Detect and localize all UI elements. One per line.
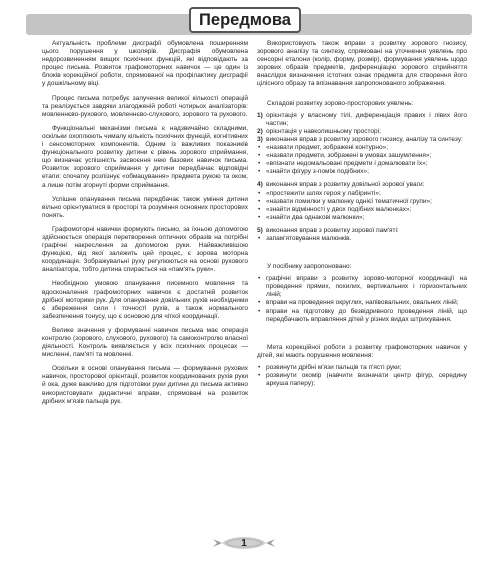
list-item: • «знайти фігуру з-поміж подібних»;: [257, 168, 467, 176]
paragraph: Успішне опанування письма передбачає також уміння дитини вільно орієнтуватися в просторі та розуміння основних просторових понять.: [42, 195, 248, 219]
section-1: [257, 112, 467, 128]
list-item: • «назвати предмети, зображені в умовах зашумлення»;: [257, 152, 467, 160]
paragraph: Функціональні механізми письма є надзвичайно складними, оскільки охоплюють чималу кількість психічних функцій, когнітивних і сенсомоторних компонентів. Одним із важливих показників функціонального розвитку дитини є рівень зорового сприймання, що визначає успішність засвоєння нею базових навичок письма. Розвиток зорового сприймання у дитини передбачає відповідні етапи: спочатку розпізнує «обмацування» предмета рукою та оком, а лише потім згорнуті форми сприймання.: [42, 124, 248, 189]
section-text: орієнтація у навколишньому просторі;: [266, 127, 381, 135]
list-item: • розвинути дрібні м'язи пальців та п'ясті руки;: [257, 364, 467, 372]
section-5: [257, 227, 467, 235]
goal-lead: Мета корекційної роботи з розвитку графомоторних навичок у дітей, які мають порушення мовлення:: [257, 343, 467, 359]
paragraph: Графомоторні навички формують письмо, за їхньою допомогою здійснюється операція перетворення оптичних образів на потрібні графічні накреслення за допомогою руки. Найважливішою функцією, від якої залежить цей процес, є зорова моторна координація. Зображувальні руху регулюються на основі рухового аналізатора, тобто дитина спирається на «пам'ять руки».: [42, 225, 248, 274]
left-column: [42, 40, 248, 412]
manual-list: [257, 275, 467, 324]
intro-paragraph: Використовують також вправи з розвитку зорового гнозису, зорового аналізу та синтезу, спрямовані на уточнення уявлень про сенсорні еталони (колір, форму, розмір), формування уявлень щодо зорових образів предметів, диференціацію зорового сприйняття внаслідок визначення істотних ознак предмета для створення його цілісного образу та впізнавання запропонованого зображення.: [257, 40, 467, 88]
section-5-list: [257, 235, 467, 243]
page-number: 1: [241, 537, 247, 549]
section-text: виконання вправ з розвитку довільної зорової уваги:: [266, 181, 425, 189]
list-item: • розвинути окомір (навчити визначати центр фігур, середину аркуша паперу);: [257, 372, 467, 388]
sections-lead: Складові розвитку зорово-просторових уявлень:: [267, 99, 414, 107]
list-item: • «впізнати недомальовані предмети і домалювати їх»;: [257, 160, 467, 168]
paragraph: Велике значення у формуванні навичок письма має операція контролю (зорового, слухового, рухового) та самоконтролю власної діяльності. Контроль виявляється у всіх психічних процесах — мисленні, пам'яті та мовленні.: [42, 326, 248, 359]
section-number: 4): [257, 181, 263, 189]
list-item: • «знайти два однакові малюнки»;: [257, 214, 467, 222]
paragraph: Оскільки в основі опанування письма — формування рухових навичок, просторової орієнтації, розвиток координованих рухів руки й ока, дуже важливо для підготовки руки дитини до письма активно використовувати дидактичні вправи, спрямовані на розвиток дрібних м'язів пальців рук.: [42, 365, 248, 405]
section-text: виконання вправ з розвитку зорового гнозису, аналізу та синтезу:: [266, 135, 463, 143]
paragraph: Необхідною умовою опанування писемного мовлення та вдосконалення графомоторних навичок є достатній розвиток дрібної моторики рук. Для опанування довільних рухів необхідними є збереження сили і точності рухів, а також нормального забезпечення тонусу, що є основою для чіткої координації.: [42, 280, 248, 320]
section-number: 3): [257, 135, 263, 143]
list-item: • вправи на проведення округлих, напівовальних, овальних ліній;: [257, 299, 467, 307]
right-column: [257, 40, 467, 392]
section-number: 2): [257, 127, 263, 135]
goal-list: [257, 364, 467, 388]
paragraph: Актуальність проблеми дисграфії обумовлена поширенням цього порушення у школярів. Дисграфія обумовлена недорозвиненням вищих психічних функцій, які відповідають за процес письма. Розвиток графомоторних навичок — це один із блоків корекційної роботи, спрямованої на профілактику дисграфії у дошкільному віці.: [42, 40, 248, 88]
list-item: • «назвати предмет, зображені контурно»;: [257, 144, 467, 152]
manual-lead: У посібнику запропоновано:: [267, 263, 352, 271]
paragraph: Процес письма потребує залучення великої кількості операцій та реалізується завдяки злагодженій роботі чотирьох аналізаторів: мовленнєво-рухового, мовленнєво-слухового, зорового та рухового.: [42, 94, 248, 118]
list-item: • «простежити шлях героя у лабіринті»;: [257, 190, 467, 198]
section-text: орієнтація у власному тілі, диференціація правих і лівих його частин;: [266, 111, 467, 127]
section-4: [257, 181, 467, 189]
section-3-list: [257, 144, 467, 176]
section-3: [257, 136, 467, 144]
section-text: виконання вправ з розвитку зорової пам'яті:: [266, 226, 399, 234]
list-item: • «назвати помилки у малюнку однієї тематичної групи»;: [257, 198, 467, 206]
page-number-badge: [212, 534, 276, 552]
list-item: • «знайти відмінності у двох подібних малюнках»;: [257, 206, 467, 214]
section-4-list: [257, 190, 467, 222]
list-item: • вправи на підготовку до безвідривного проведення ліній, що передбачають вправляння дітей у різних видах штрихування.: [257, 308, 467, 324]
list-item: • запам'ятовування малюнків.: [257, 235, 467, 243]
page-title: Передмова: [189, 7, 301, 33]
section-2: [257, 128, 467, 136]
section-number: 1): [257, 111, 263, 119]
section-number: 5): [257, 226, 263, 234]
list-item: • графічні вправи з розвитку зорово-моторної координації на проведення прямих, похилих, вертикальних і горизонтальних ліній;: [257, 275, 467, 299]
